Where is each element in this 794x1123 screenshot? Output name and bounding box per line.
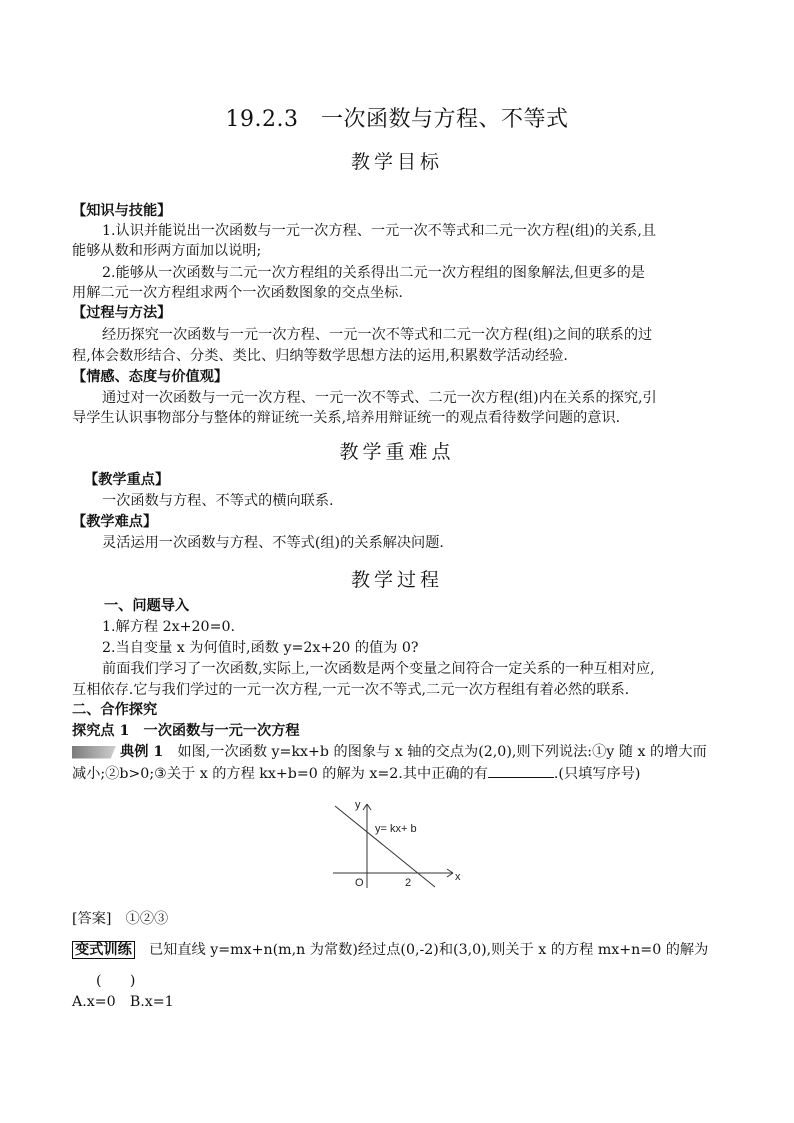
heading-key-points: 教学重难点 <box>339 441 455 463</box>
intro-line2: 互相依存.它与我们学过的一元一次方程,一元一次不等式,二元一次方程组有着必然的联系. <box>72 682 630 698</box>
question-1: 1.解方程 2x+20=0. <box>102 619 236 635</box>
x-tick-2: 2 <box>405 877 412 889</box>
variant-label: 变式训练 <box>72 941 135 959</box>
x-axis-label: x <box>455 871 461 883</box>
k2-line2: 用解二元一次方程组求两个一次函数图象的交点坐标. <box>72 285 403 301</box>
heading-process: 教学过程 <box>350 569 443 591</box>
part2-head: 二、合作探究 <box>72 702 158 718</box>
y-arrow-right <box>367 804 371 810</box>
y-axis-label: y <box>355 799 361 811</box>
variant-line1 <box>72 940 722 960</box>
y-arrow-left <box>363 804 367 810</box>
m-line2: 程,体会数形结合、分类、类比、归纳等数学思想方法的运用,积累数学活动经验. <box>72 348 568 364</box>
x-arrow-top <box>447 869 453 873</box>
example-text-2b: .(只填写序号) <box>553 766 641 782</box>
answer-value: ①②③ <box>125 911 169 927</box>
attitude-head: 【情感、态度与价值观】 <box>72 369 229 385</box>
k1-line2: 能够从数和形两方面加以说明; <box>72 243 262 259</box>
a-line1: 通过对一次函数与一元一次方程、一元一次不等式、二元一次方程(组)内在关系的探究,引 <box>102 390 657 406</box>
variant-paren: ( ) <box>96 973 136 989</box>
intro-line1: 前面我们学习了一次函数,实际上,一次函数是两个变量之间符合一定关系的一种互相对应, <box>102 661 655 677</box>
knowledge-head: 【知识与技能】 <box>72 203 172 219</box>
answer-label: [答案] <box>72 911 112 927</box>
part1-head: 一、问题导入 <box>104 598 190 614</box>
ribbon-icon <box>72 746 116 759</box>
origin-label: O <box>355 877 364 889</box>
variant-text: 已知直线 y=mx+n(m,n 为常数)经过点(0,-2)和(3,0),则关于 x 的方程 mx+n=0 的解为 <box>148 942 709 958</box>
heading-objectives: 教学目标 <box>350 151 443 173</box>
a-line2: 导学生认识事物部分与整体的辩证统一关系,培养用辩证统一的观点看待数学问题的意识. <box>72 410 621 426</box>
function-line <box>335 806 435 887</box>
k1-line1: 1.认识并能说出一次函数与一元一次方程、一元一次不等式和二元一次方程(组)的关系,且 <box>102 223 657 239</box>
variant-options: A.x=0 B.x=1 <box>72 994 174 1010</box>
answer-line <box>72 909 722 929</box>
example-label: 典例 1 <box>120 744 164 760</box>
difficulty-head: 【教学难点】 <box>72 514 158 530</box>
focus-head: 【教学重点】 <box>84 472 170 488</box>
linear-function-graph <box>325 790 475 900</box>
focus-text: 一次函数与方程、不等式的横向联系. <box>102 493 334 509</box>
method-head: 【过程与方法】 <box>72 305 172 321</box>
difficulty-text: 灵活运用一次函数与方程、不等式(组)的关系解决问题. <box>102 535 444 551</box>
k2-line1: 2.能够从一次函数与二元一次方程组的关系得出二元一次方程组的图象解法,但更多的是 <box>102 265 645 281</box>
example-line1 <box>72 742 722 762</box>
example-text-2: 减小;②b>0;③关于 x 的方程 kx+b=0 的解为 x=2.其中正确的有 <box>72 766 488 782</box>
answer-blank <box>488 763 554 778</box>
explore1-head: 探究点 1 一次函数与一元一次方程 <box>72 723 300 739</box>
question-2: 2.当自变量 x 为何值时,函数 y=2x+20 的值为 0? <box>102 640 419 656</box>
line-equation-label: y= kx+ b <box>375 823 417 835</box>
m-line1: 经历探究一次函数与一元一次方程、一元一次不等式和二元一次方程(组)之间的联系的过 <box>102 327 653 343</box>
example-line2 <box>72 763 722 784</box>
document-title: 19.2.3 一次函数与方程、不等式 <box>225 107 569 132</box>
x-arrow-bottom <box>447 873 453 877</box>
example-text-1: 如图,一次函数 y=kx+b 的图象与 x 轴的交点为(2,0),则下列说法:①y 随 x 的增大而 <box>177 744 707 760</box>
